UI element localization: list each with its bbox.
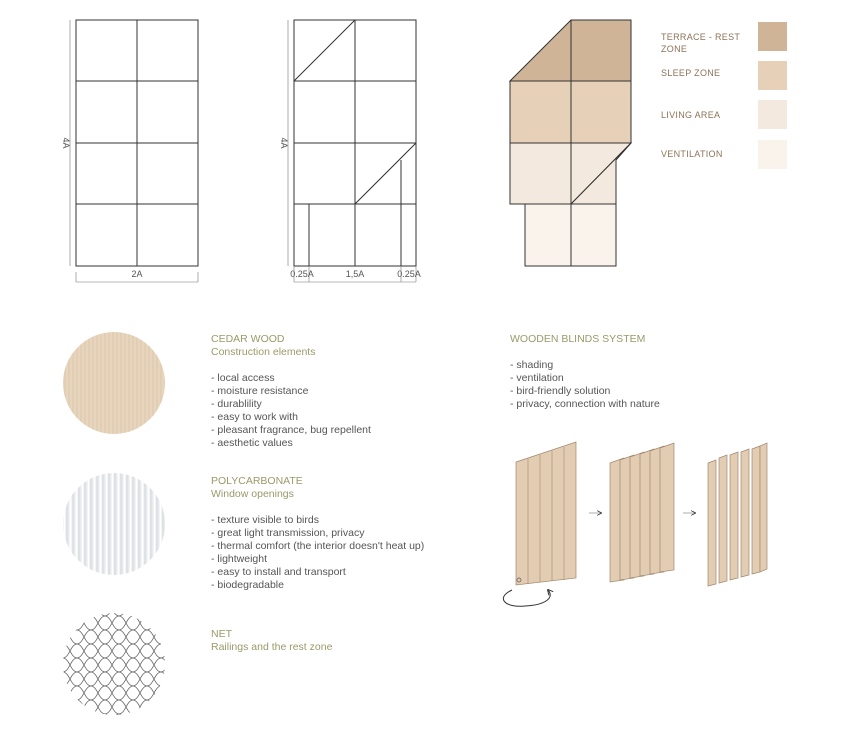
legend-label-terrace-1: TERRACE - REST [661, 32, 741, 42]
list-item: - thermal comfort (the interior doesn't heat up) [211, 540, 425, 552]
legend-swatch-terrace [758, 22, 787, 51]
list-item: - shading [510, 359, 554, 371]
legend-swatch-living [758, 100, 787, 129]
module-grid-2 [288, 20, 416, 282]
net-subtitle: Railings and the rest zone [211, 641, 333, 653]
legend-swatch-ventilation [758, 140, 787, 169]
polycarbonate-title: POLYCARBONATE [211, 475, 303, 487]
zones-diagram [510, 20, 631, 266]
legend-label-living: LIVING AREA [661, 110, 721, 120]
blinds-half-open [610, 443, 674, 582]
list-item: - local access [211, 372, 275, 384]
cedar-wood-subtitle: Construction elements [211, 346, 316, 358]
blinds-closed [503, 442, 576, 606]
grid2-width-label-right: 0.25A [397, 269, 421, 279]
module-grid-1 [70, 20, 198, 282]
grid1-width-label: 2A [131, 269, 143, 279]
list-item: - durablility [211, 398, 262, 410]
cedar-wood-block [211, 333, 371, 450]
polycarbonate-block [211, 475, 424, 592]
net-block [211, 628, 332, 654]
legend-label-ventilation: VENTILATION [661, 149, 723, 159]
list-item: - biodegradable [211, 579, 284, 591]
blinds-title: WOODEN BLINDS SYSTEM [510, 333, 646, 345]
list-item: - privacy, connection with nature [510, 398, 660, 410]
net-title: NET [211, 628, 232, 640]
list-item: - great light transmission, privacy [211, 527, 365, 539]
list-item: - easy to install and transport [211, 566, 346, 578]
polycarbonate-subtitle: Window openings [211, 488, 294, 500]
cedar-wood-swatch [63, 332, 165, 434]
list-item: - pleasant fragrance, bug repellent [211, 424, 371, 436]
list-item: - easy to work with [211, 411, 298, 423]
zones-legend [661, 22, 787, 169]
grid2-width-label-middle: 1,5A [345, 269, 365, 279]
list-item: - aesthetic values [211, 437, 293, 449]
legend-label-terrace-2: ZONE [661, 44, 688, 54]
blinds-block [510, 333, 660, 411]
blinds-open [708, 443, 767, 586]
list-item: - bird-friendly solution [510, 385, 611, 397]
list-item: - ventilation [510, 372, 564, 384]
grid2-height-label: 4A [279, 137, 289, 149]
cedar-wood-title: CEDAR WOOD [211, 333, 285, 345]
grid1-height-label: 4A [61, 137, 71, 149]
polycarbonate-swatch [63, 473, 165, 575]
legend-label-sleep: SLEEP ZONE [661, 68, 721, 78]
grid2-width-label-left: 0.25A [290, 269, 314, 279]
net-swatch [60, 610, 170, 720]
list-item: - texture visible to birds [211, 514, 319, 526]
legend-swatch-sleep [758, 61, 787, 90]
list-item: - lightweight [211, 553, 268, 565]
list-item: - moisture resistance [211, 385, 309, 397]
